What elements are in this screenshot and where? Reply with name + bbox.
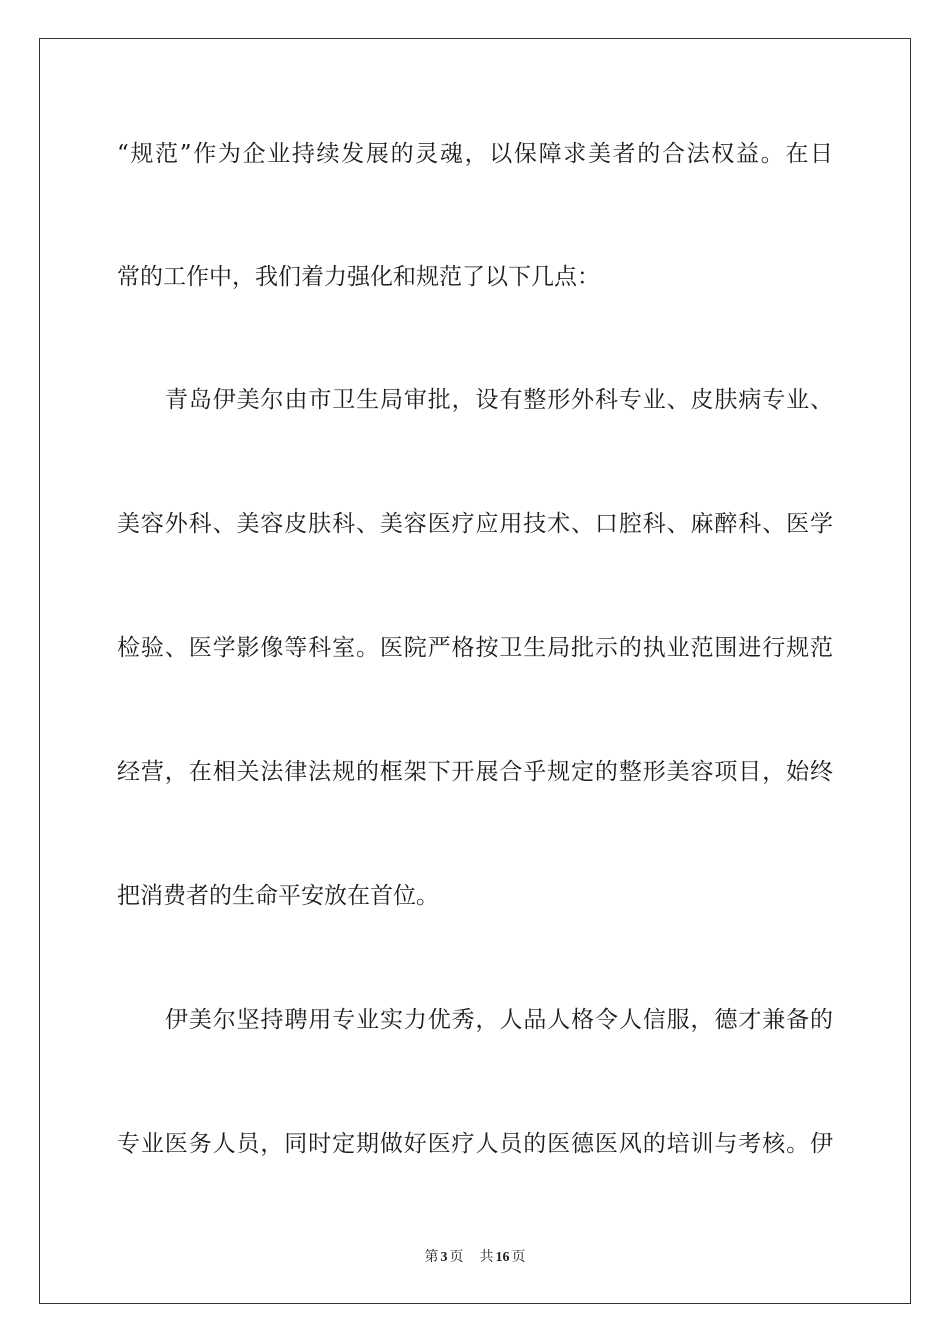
page-border xyxy=(39,38,911,1304)
page-suffix: 页 xyxy=(449,1250,464,1265)
total-suffix: 页 xyxy=(511,1250,526,1265)
total-prefix: 共 xyxy=(479,1250,494,1265)
text-line-4: 美容外科、美容皮肤科、美容医疗应用技术、口腔科、麻醉科、医学 xyxy=(117,511,833,537)
page-number: 3 xyxy=(440,1250,448,1265)
text-line-8: 伊美尔坚持聘用专业实力优秀，人品人格令人信服，德才兼备的 xyxy=(165,1007,833,1033)
page-footer xyxy=(0,1246,950,1266)
text-line-2: 常的工作中，我们着力强化和规范了以下几点： xyxy=(117,264,600,290)
text-line-7: 把消费者的生命平安放在首位。 xyxy=(117,883,439,909)
text-line-5: 检验、医学影像等科室。医院严格按卫生局批示的执业范围进行规范 xyxy=(117,635,833,661)
total-pages: 16 xyxy=(495,1250,510,1265)
text-line-1: “规范”作为企业持续发展的灵魂，以保障求美者的合法权益。在日 xyxy=(117,141,833,167)
text-line-6: 经营，在相关法律法规的框架下开展合乎规定的整形美容项目，始终 xyxy=(117,759,833,785)
text-line-9: 专业医务人员，同时定期做好医疗人员的医德医风的培训与考核。伊 xyxy=(117,1131,833,1157)
page-prefix: 第 xyxy=(424,1250,439,1265)
text-line-3: 青岛伊美尔由市卫生局审批，设有整形外科专业、皮肤病专业、 xyxy=(165,387,833,413)
